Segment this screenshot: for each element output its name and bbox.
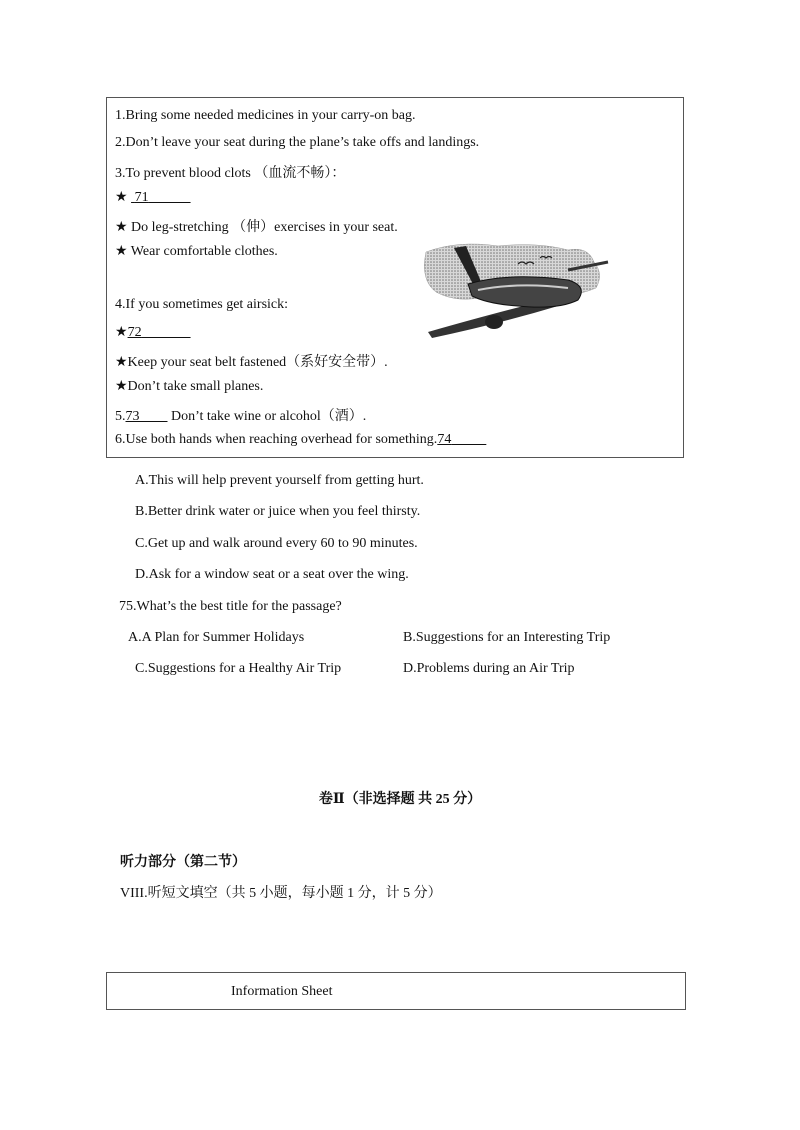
tip-small-planes: ★Don’t take small planes. (115, 379, 264, 394)
q75-choice-c: C.Suggestions for a Healthy Air Trip (135, 661, 342, 676)
blank-73-line: 5.73 Don’t take wine or alcohol（酒）. (115, 409, 367, 424)
tip-2: 2.Don’t leave your seat during the plane’s take offs and landings. (115, 135, 480, 150)
tip-6: 6.Use both hands when reaching overhead for something.74 (115, 432, 486, 448)
blank-74: 74 (437, 432, 452, 447)
blank-71: 71 (134, 190, 149, 205)
q75-choice-a: A.A Plan for Summer Holidays (128, 630, 305, 645)
blank-72: 72 (127, 325, 142, 340)
tip-1: 1.Bring some needed medicines in your carry-on bag. (115, 108, 416, 123)
blank-71-line (115, 189, 191, 206)
star-icon: ★ (115, 325, 128, 340)
tip-clothes: ★ Wear comfortable clothes. (115, 244, 278, 259)
star-icon: ★ (115, 190, 128, 205)
option-c: C.Get up and walk around every 60 to 90 minutes. (135, 536, 418, 551)
tip-4: 4.If you sometimes get airsick: (115, 297, 289, 312)
question-75: 75.What’s the best title for the passage? (119, 599, 342, 614)
information-sheet-box (106, 972, 686, 1010)
blank-72-line (115, 324, 191, 341)
section-instruction: VIII.听短文填空（共 5 小题，每小题 1 分，计 5 分） (120, 886, 442, 901)
listening-section-heading: 听力部分（第二节） (120, 855, 246, 870)
tip-seat-belt: ★Keep your seat belt fastened（系好安全带）. (115, 355, 388, 370)
information-sheet-title: Information Sheet (231, 984, 333, 999)
tip-leg-stretching: ★ Do leg-stretching （伸）exercises in your seat. (115, 220, 398, 235)
tip-3: 3.To prevent blood clots （血流不畅）： (115, 166, 346, 181)
q75-choice-d: D.Problems during an Air Trip (403, 661, 575, 676)
airplane-illustration (418, 240, 612, 340)
part-2-title: 卷Ⅱ（非选择题 共 25 分） (318, 792, 482, 807)
blank-73: 73 (125, 409, 140, 424)
option-a: A.This will help prevent yourself from getting hurt. (135, 473, 424, 488)
q75-choice-b: B.Suggestions for an Interesting Trip (403, 630, 611, 645)
option-b: B.Better drink water or juice when you feel thirsty. (135, 504, 421, 519)
option-d: D.Ask for a window seat or a seat over the wing. (135, 567, 409, 582)
